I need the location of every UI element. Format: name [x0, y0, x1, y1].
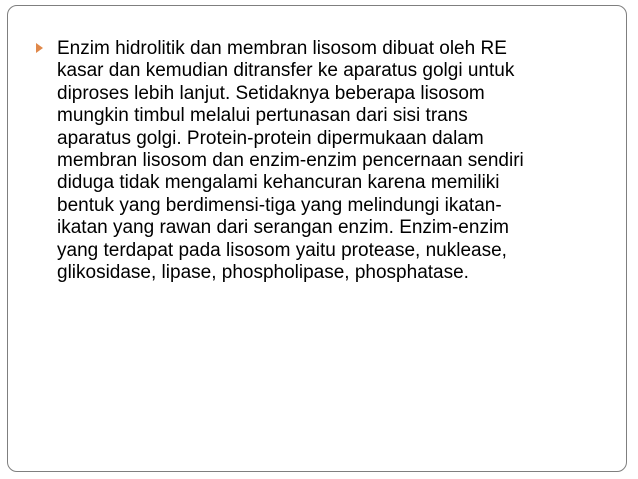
- triangle-bullet-icon: [36, 43, 43, 53]
- bullet-paragraph: Enzim hidrolitik dan membran lisosom dibuat oleh RE kasar dan kemudian ditransfer ke aparatus golgi untuk diproses lebih lanjut. Setidaknya beberapa lisosom mungkin timbul melalui pertunasan dari sisi trans aparatus golgi. Protein-protein dipermukaan dalam membran lisosom dan enzim-enzim pencernaan sendiri diduga tidak mengalami kehancuran karena memiliki bentuk yang berdimensi-tiga yang melindungi ikatan- ikatan yang rawan dari serangan enzim. Enzim-enzim yang terdapat pada lisosom yaitu protease, nuklease, glikosidase, lipase, phospholipase, phosphatase.: [57, 38, 524, 284]
- bullet-item: [36, 38, 596, 284]
- slide-corner-mark: [604, 460, 612, 468]
